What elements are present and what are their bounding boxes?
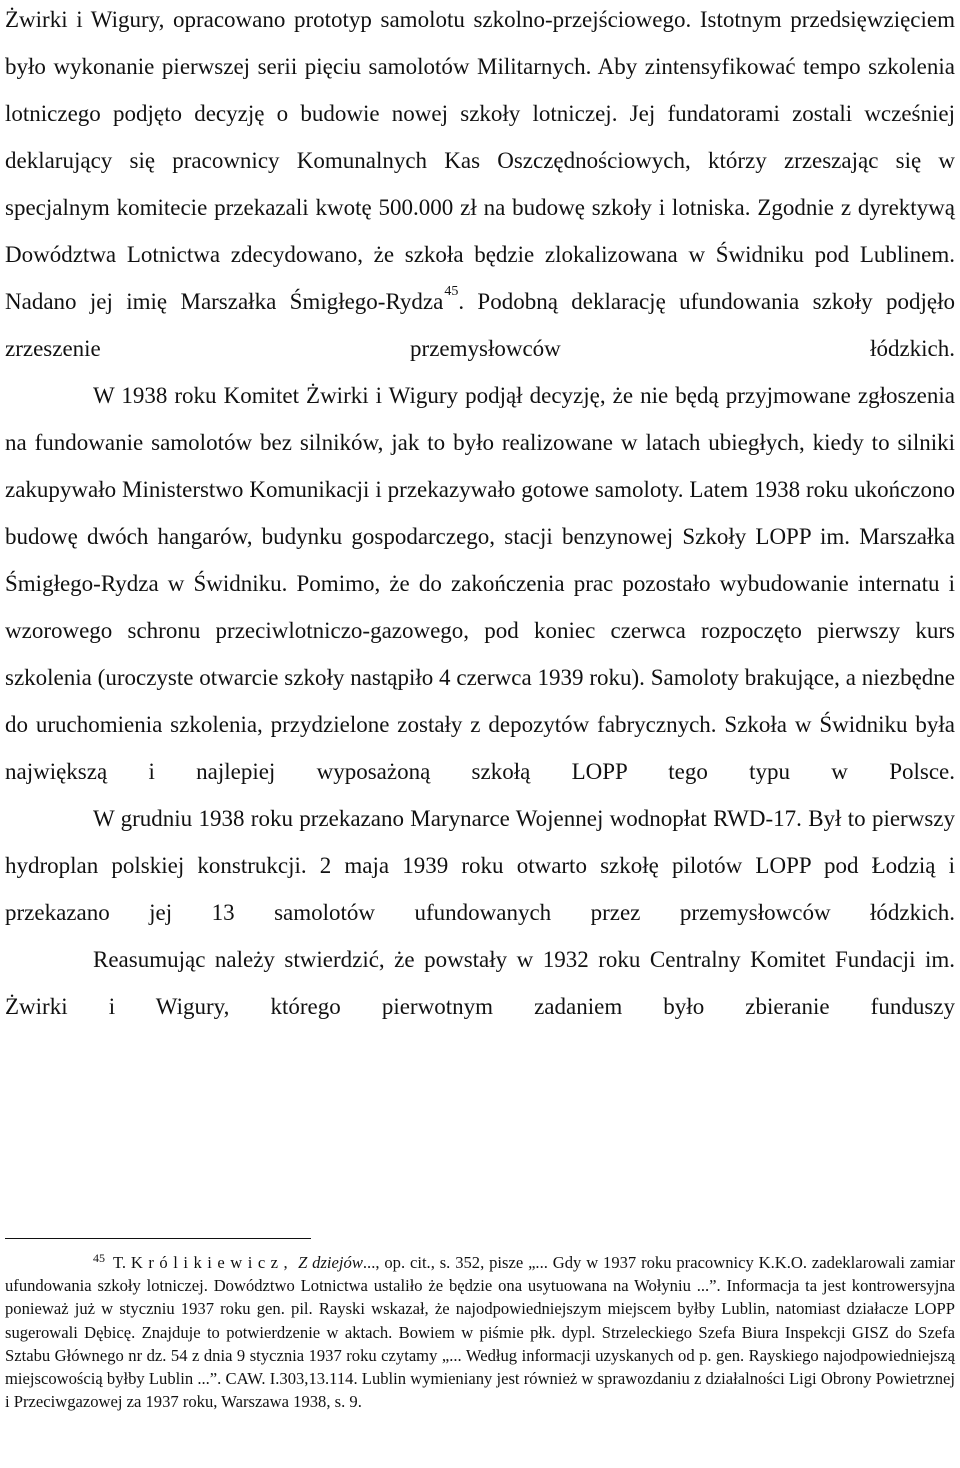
paragraph-4: Reasumując należy stwierdzić, że powstały w 1932 roku Centralny Komitet Fundacji im. Żwirki i Wigury, którego pierwotnym zadaniem było zbieranie funduszy (5, 947, 955, 1019)
footnote-reference: 45 (444, 284, 459, 299)
footnote-title: Z dziejów (298, 1253, 363, 1272)
footnote-author: Królikiewicz, (130, 1253, 294, 1272)
footnote-separator (5, 1238, 311, 1239)
footnote-body: ..., op. cit., s. 352, pisze „... Gdy w 1937 roku pracownicy K.K.O. zadeklarowali zamiar ufundowania szkoły lotniczej. Dowództwo Lotnictwa ustaliło że będzie ona usytuowana na Wołyniu ...”. Informacja ta jest kontrowersyjna ponieważ już w styczniu 1937 roku gen. pil. Rayski wskazał, że najodpowiedniejszym miejscem byłby Lublin, natomiast działacze LOPP sugerowali Dębicę. Znajduje to potwierdzenie w aktach. Bowiem w piśmie płk. dypl. Strzeleckiego Szefa Biura Inspekcji GISZ do Szefa Sztabu Głównego nr dz. 54 z dnia 9 stycznia 1937 roku czytamy „... Według informacji uzyskanych od p. gen. Rayskiego najodpowiedniejszą miejscowością byłby Lublin ...”. CAW. I.303,13.114. Lublin wymieniany jest również w sprawozdaniu z działalności Ligi Obrony Powietrznej i Przeciwgazowej za 1937 roku, Warszawa 1938, s. 9. (5, 1253, 955, 1412)
paragraph-1-text-continued: Jej fundatorami zostali wcześniej deklarujący się pracownicy Komunalnych Kas Oszczędnościowych, którzy zrzeszając się w specjalnym komitecie przekazali kwotę 500.000 zł na budowę szkoły i lotniska. Zgodnie z dyrektywą Dowództwa Lotnictwa zdecydowano, że szkoła będzie zlokalizowana w Świdniku pod Lublinem. Nadano jej imię Marszałka Śmigłego-Rydza (5, 101, 955, 314)
paragraph-1 (5, 0, 955, 372)
paragraph-1-text: Żwirki i Wigury, opracowano prototyp samolotu szkolno-przejściowego. Istotnym przedsięwzięciem było wykonanie pierwszej serii pięciu samolotów Militarnych. Aby zintensyfikować tempo szkolenia lotniczego podjęto decyzję o budowie nowej szkoły lotniczej. (5, 7, 955, 126)
footnote-number: 45 (93, 1251, 105, 1265)
footnote (5, 1251, 955, 1413)
footnote-prefix: T. (113, 1253, 131, 1272)
paragraph-1-text-end: . Podobną deklarację ufundowania szkoły podjęło zrzeszenie przemysłowców łódzkich. (5, 289, 955, 361)
paragraph-3: W grudniu 1938 roku przekazano Marynarce Wojennej wodnopłat RWD-17. Był to pierwszy hydroplan polskiej konstrukcji. 2 maja 1939 roku otwarto szkołę pilotów LOPP pod Łodzią i przekazano jej 13 samolotów ufundowanych przez przemysłowców łódzkich. (5, 806, 955, 925)
paragraph-2: W 1938 roku Komitet Żwirki i Wigury podjął decyzję, że nie będą przyjmowane zgłoszenia na fundowanie samolotów bez silników, jak to było realizowane w latach ubiegłych, kiedy to silniki zakupywało Ministerstwo Komunikacji i przekazywało gotowe samoloty. Latem 1938 roku ukończono budowę dwóch hangarów, budynku gospodarczego, stacji benzynowej Szkoły LOPP im. Marszałka Śmigłego-Rydza w Świdniku. Pomimo, że do zakończenia prac pozostało wybudowanie internatu i wzorowego schronu przeciwlotniczo-gazowego, pod koniec czerwca rozpoczęto pierwszy kurs szkolenia (uroczyste otwarcie szkoły nastąpiło 4 czerwca 1939 roku). Samoloty brakujące, a niezbędne do uruchomienia szkolenia, przydzielone zostały z depozytów fabrycznych. Szkoła w Świdniku była największą i najlepiej wyposażoną szkołą LOPP tego typu w Polsce. (5, 383, 955, 784)
footnote-text (5, 1251, 955, 1413)
main-text (5, 0, 955, 1030)
